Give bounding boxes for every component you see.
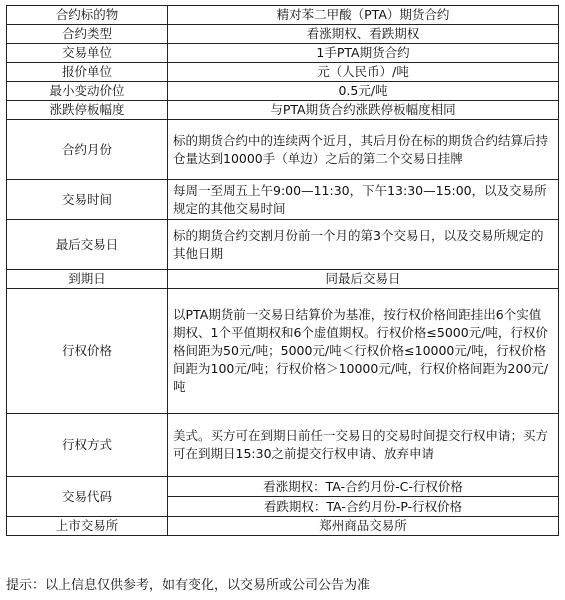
row-value: 美式。买方可在到期日前任一交易日的交易时间提交行权申请；买方可在到期日15:30之前提交行权申请、放弃申请	[168, 414, 559, 477]
row-label: 交易单位	[7, 44, 168, 63]
table-row	[7, 270, 559, 289]
row-label: 交易时间	[7, 180, 168, 220]
table-row	[7, 6, 559, 25]
table-row	[7, 120, 559, 180]
table-row	[7, 44, 559, 63]
row-value: 1手PTA期货合约	[168, 44, 559, 63]
table-row	[7, 63, 559, 82]
contract-spec-table	[6, 5, 559, 536]
table-row	[7, 414, 559, 477]
table-row	[7, 101, 559, 120]
row-value: 以PTA期货前一交易日结算价为基准，按行权价格间距挂出6个实值期权、1个平值期权和6个虚值期权。行权价格≤5000元/吨，行权价格间距为50元/吨；5000元/吨＜行权价格≤10000元/吨，行权价格间距为100元/吨；行权价格＞10000元/吨，行权价格间距为200元/吨	[168, 289, 559, 414]
table-row	[7, 289, 559, 414]
table-row	[7, 220, 559, 270]
row-value: 元（人民币）/吨	[168, 63, 559, 82]
row-label: 合约月份	[7, 120, 168, 180]
contract-spec-table-wrap	[6, 5, 559, 536]
row-label: 交易代码	[7, 477, 168, 517]
row-label: 报价单位	[7, 63, 168, 82]
row-value: 看跌期权：TA-合约月份-P-行权价格	[168, 497, 559, 517]
row-label: 最后交易日	[7, 220, 168, 270]
row-label: 行权方式	[7, 414, 168, 477]
row-value: 每周一至周五上午9:00—11:30，下午13:30—15:00，以及交易所规定的其他交易时间	[168, 180, 559, 220]
row-value: 看涨期权、看跌期权	[168, 25, 559, 44]
row-label: 最小变动价位	[7, 82, 168, 101]
row-value: 精对苯二甲酸（PTA）期货合约	[168, 6, 559, 25]
disclaimer-note: 提示：以上信息仅供参考，如有变化，以交易所或公司公告为准	[6, 578, 371, 593]
row-value: 标的期货合约中的连续两个近月，其后月份在标的期货合约结算后持仓量达到10000手（单边）之后的第二个交易日挂牌	[168, 120, 559, 180]
table-row	[7, 82, 559, 101]
row-value: 同最后交易日	[168, 270, 559, 289]
row-value: 郑州商品交易所	[168, 517, 559, 536]
row-value: 标的期货合约交割月份前一个月的第3个交易日，以及交易所规定的其他日期	[168, 220, 559, 270]
row-value: 与PTA期货合约涨跌停板幅度相同	[168, 101, 559, 120]
row-value: 看涨期权：TA-合约月份-C-行权价格	[168, 477, 559, 497]
row-label: 行权价格	[7, 289, 168, 414]
row-value: 0.5元/吨	[168, 82, 559, 101]
row-label: 上市交易所	[7, 517, 168, 536]
row-label: 到期日	[7, 270, 168, 289]
table-row	[7, 517, 559, 536]
row-label: 合约类型	[7, 25, 168, 44]
row-label: 合约标的物	[7, 6, 168, 25]
table-row	[7, 477, 559, 497]
row-label: 涨跌停板幅度	[7, 101, 168, 120]
table-row	[7, 180, 559, 220]
table-row	[7, 25, 559, 44]
